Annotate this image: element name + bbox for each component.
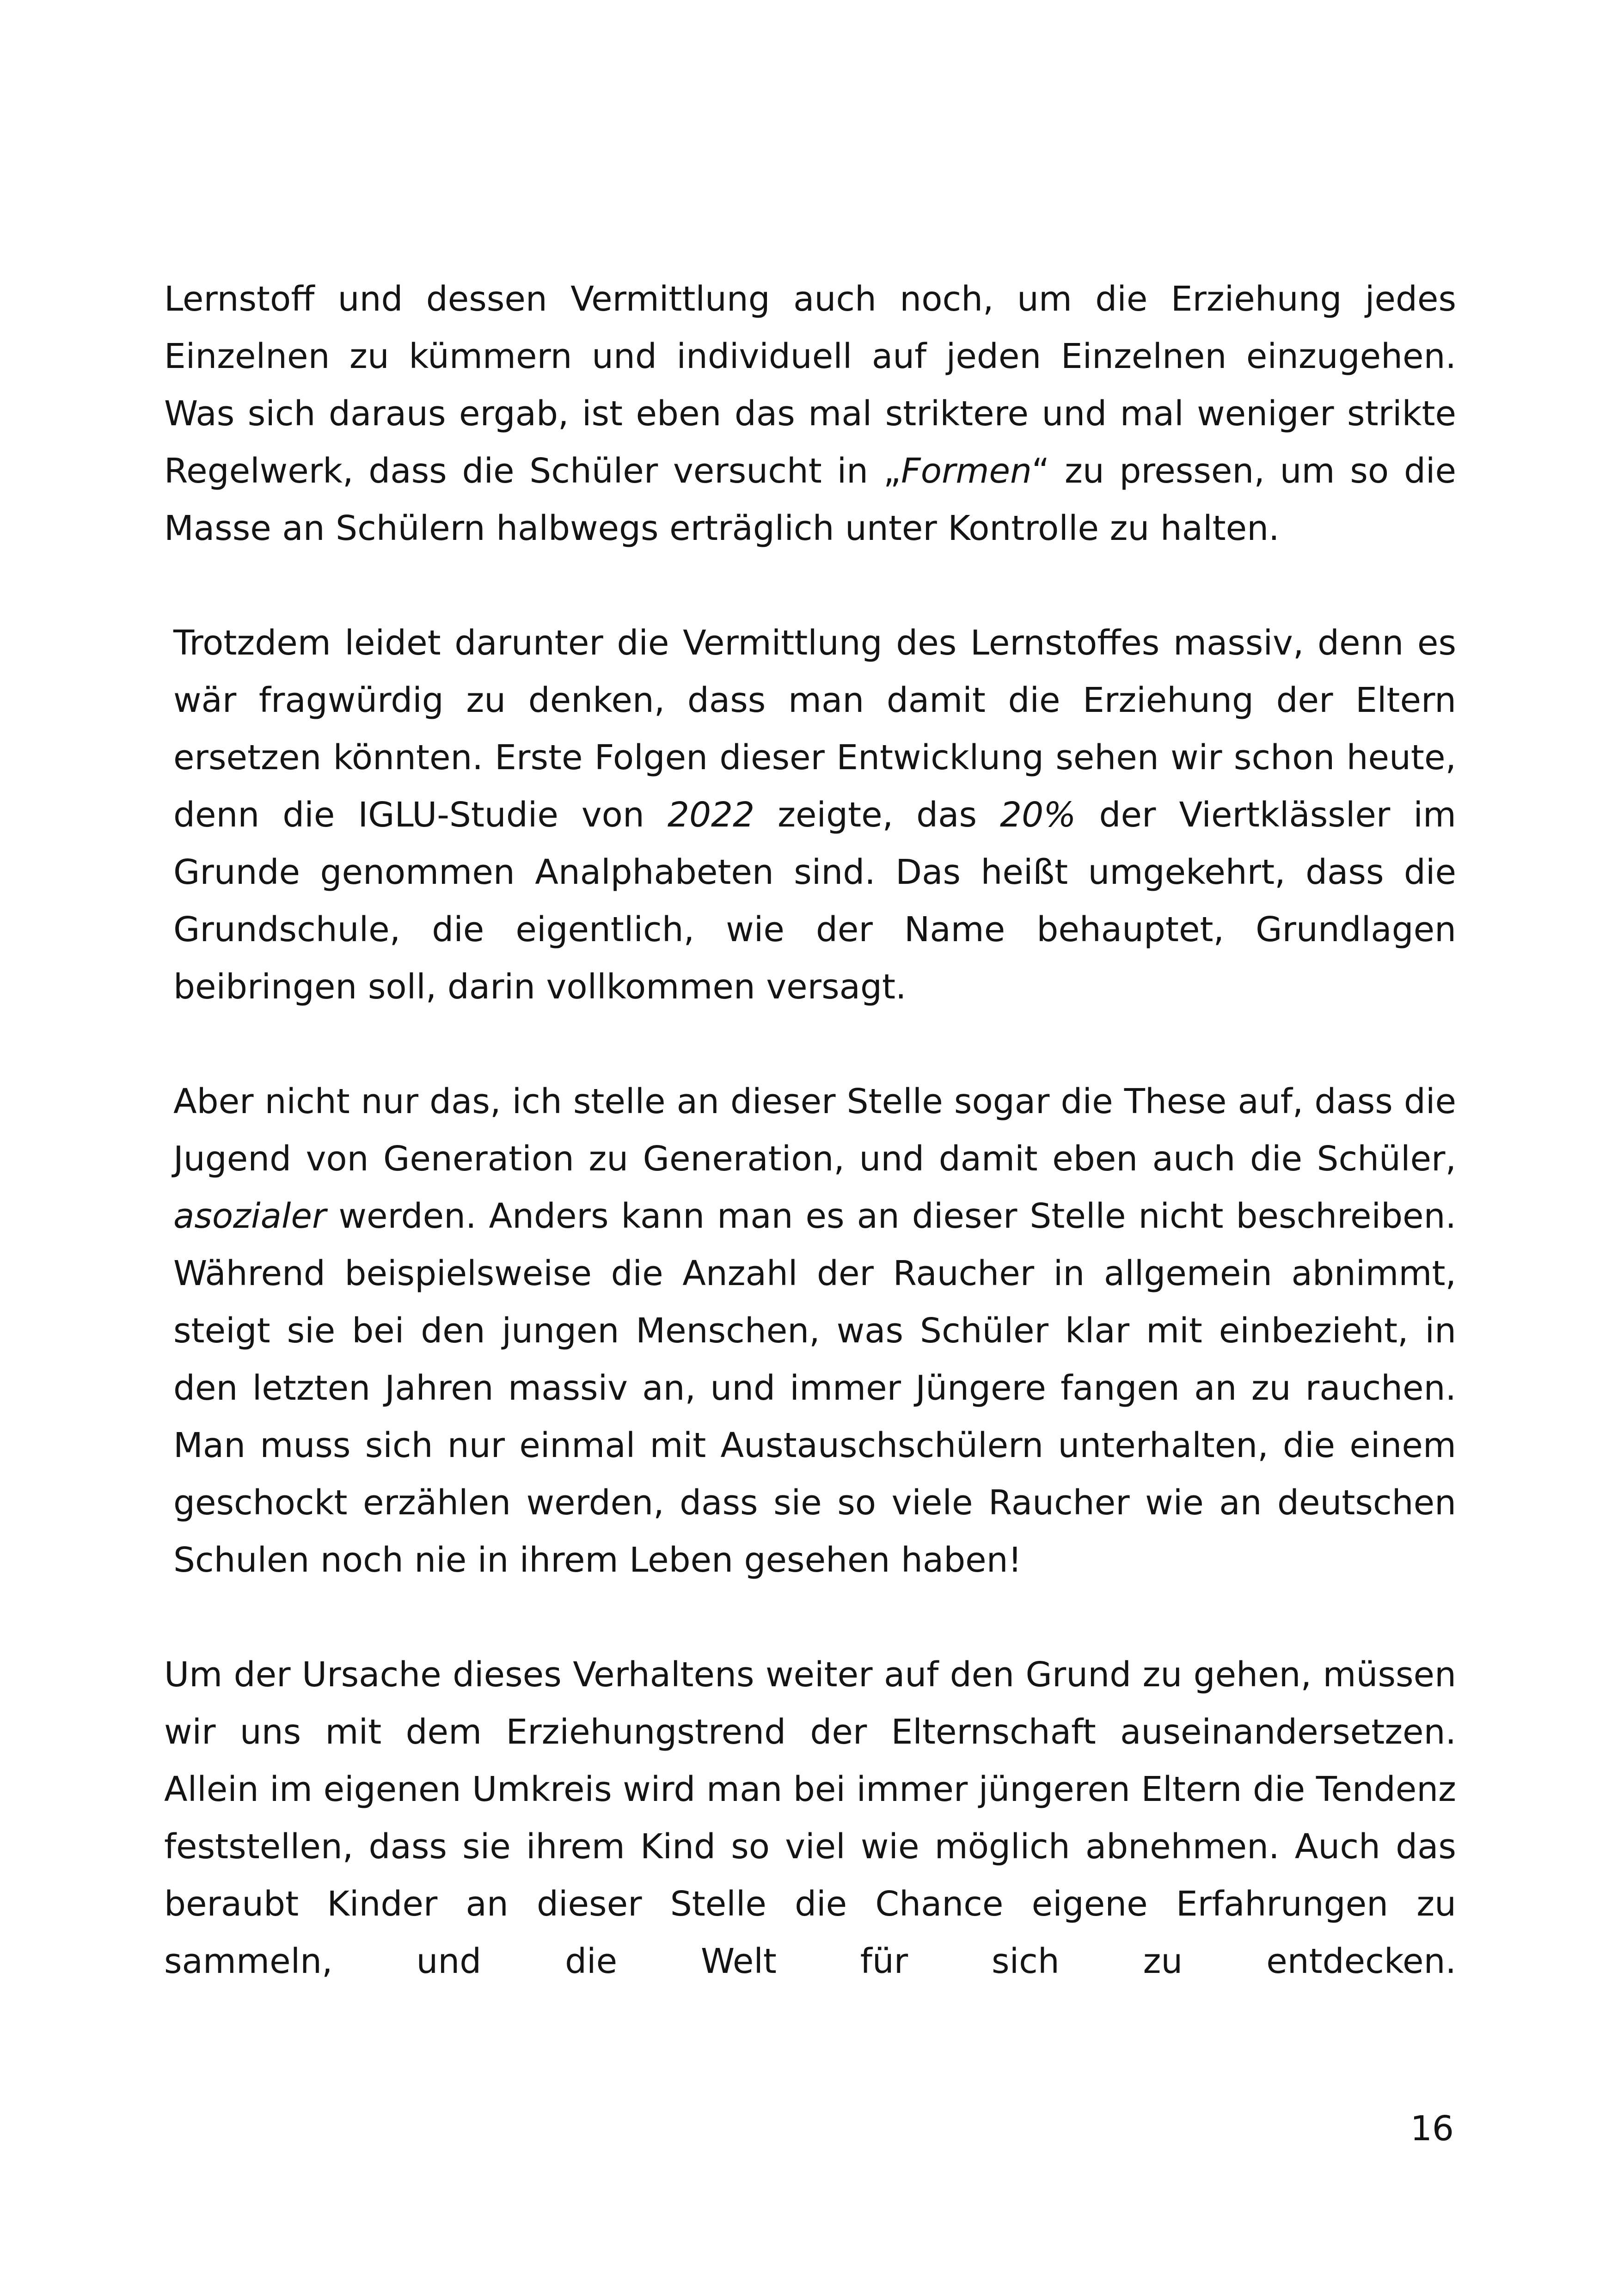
paragraph-2-text-part-3: der Viertklässler im Grunde genommen Analphabeten sind. Das heißt umgekehrt, dass die Grundschule, die eigentlich, wie der Name behauptet, Grundlagen beibringen soll, darin vollkommen versagt. [173, 795, 1456, 1007]
paragraph-2 [164, 614, 1456, 1016]
study-year: 2022 [667, 795, 755, 835]
paragraph-2-text-part-2: zeigte, das [754, 795, 1000, 835]
paragraph-3-text-part-1: Aber nicht nur das, ich stelle an dieser Stelle sogar die These auf, dass die Jugend von Generation zu Generation, und damit eben auch die Schüler, [173, 1082, 1456, 1179]
page-number: 16 [1410, 2109, 1454, 2149]
paragraph-1-text-part-2: “ zu pressen, um so die Masse an Schülern halbwegs erträglich unter Kontrolle zu halten. [164, 451, 1456, 548]
formen-emphasis: Formen [901, 451, 1032, 491]
paragraph-4 [164, 1646, 1456, 1990]
document-body [164, 270, 1456, 1990]
paragraph-3-text-part-2: werden. Anders kann man es an dieser Stelle nicht beschreiben. Während beispielsweise die Anzahl der Raucher in allgemein abnimmt, steigt sie bei den jungen Menschen, was Schüler klar mit einbezieht, in den letzten Jahren massiv an, und immer Jüngere fangen an zu rauchen. Man muss sich nur einmal mit Austauschschülern unterhalten, die einem geschockt erzählen werden, dass sie so viele Raucher wie an deutschen Schulen noch nie in ihrem Leben gesehen haben! [173, 1196, 1456, 1580]
paragraph-4-text: Um der Ursache dieses Verhaltens weiter auf den Grund zu gehen, müssen wir uns mit dem Erziehungstrend der Elternschaft auseinandersetzen. Allein im eigenen Umkreis wird man bei immer jüngeren Eltern die Tendenz feststellen, dass sie ihrem Kind so viel wie möglich abnehmen. Auch das beraubt Kinder an dieser Stelle die Chance eigene Erfahrungen zu sammeln, und die Welt für sich zu entdecken. [164, 1655, 1456, 1981]
asozialer-emphasis: asozialer [173, 1196, 326, 1236]
paragraph-3 [164, 1073, 1456, 1589]
paragraph-1-text-part-1: Lernstoff und dessen Vermittlung auch noch, um die Erziehung jedes Einzelnen zu kümmern und individuell auf jeden Einzelnen einzugehen. Was sich daraus ergab, ist eben das mal striktere und mal weniger strikte Regelwerk, dass die Schüler versucht in „ [164, 279, 1456, 491]
paragraph-1 [164, 270, 1456, 557]
paragraph-2-text-part-1: Trotzdem leidet darunter die Vermittlung des Lernstoffes massiv, denn es wär fragwürdig zu denken, dass man damit die Erziehung der Eltern ersetzen könnten. Erste Folgen dieser Entwicklung sehen wir schon heute, denn die IGLU-Studie von [173, 623, 1456, 835]
percentage-value: 20% [1000, 795, 1076, 835]
